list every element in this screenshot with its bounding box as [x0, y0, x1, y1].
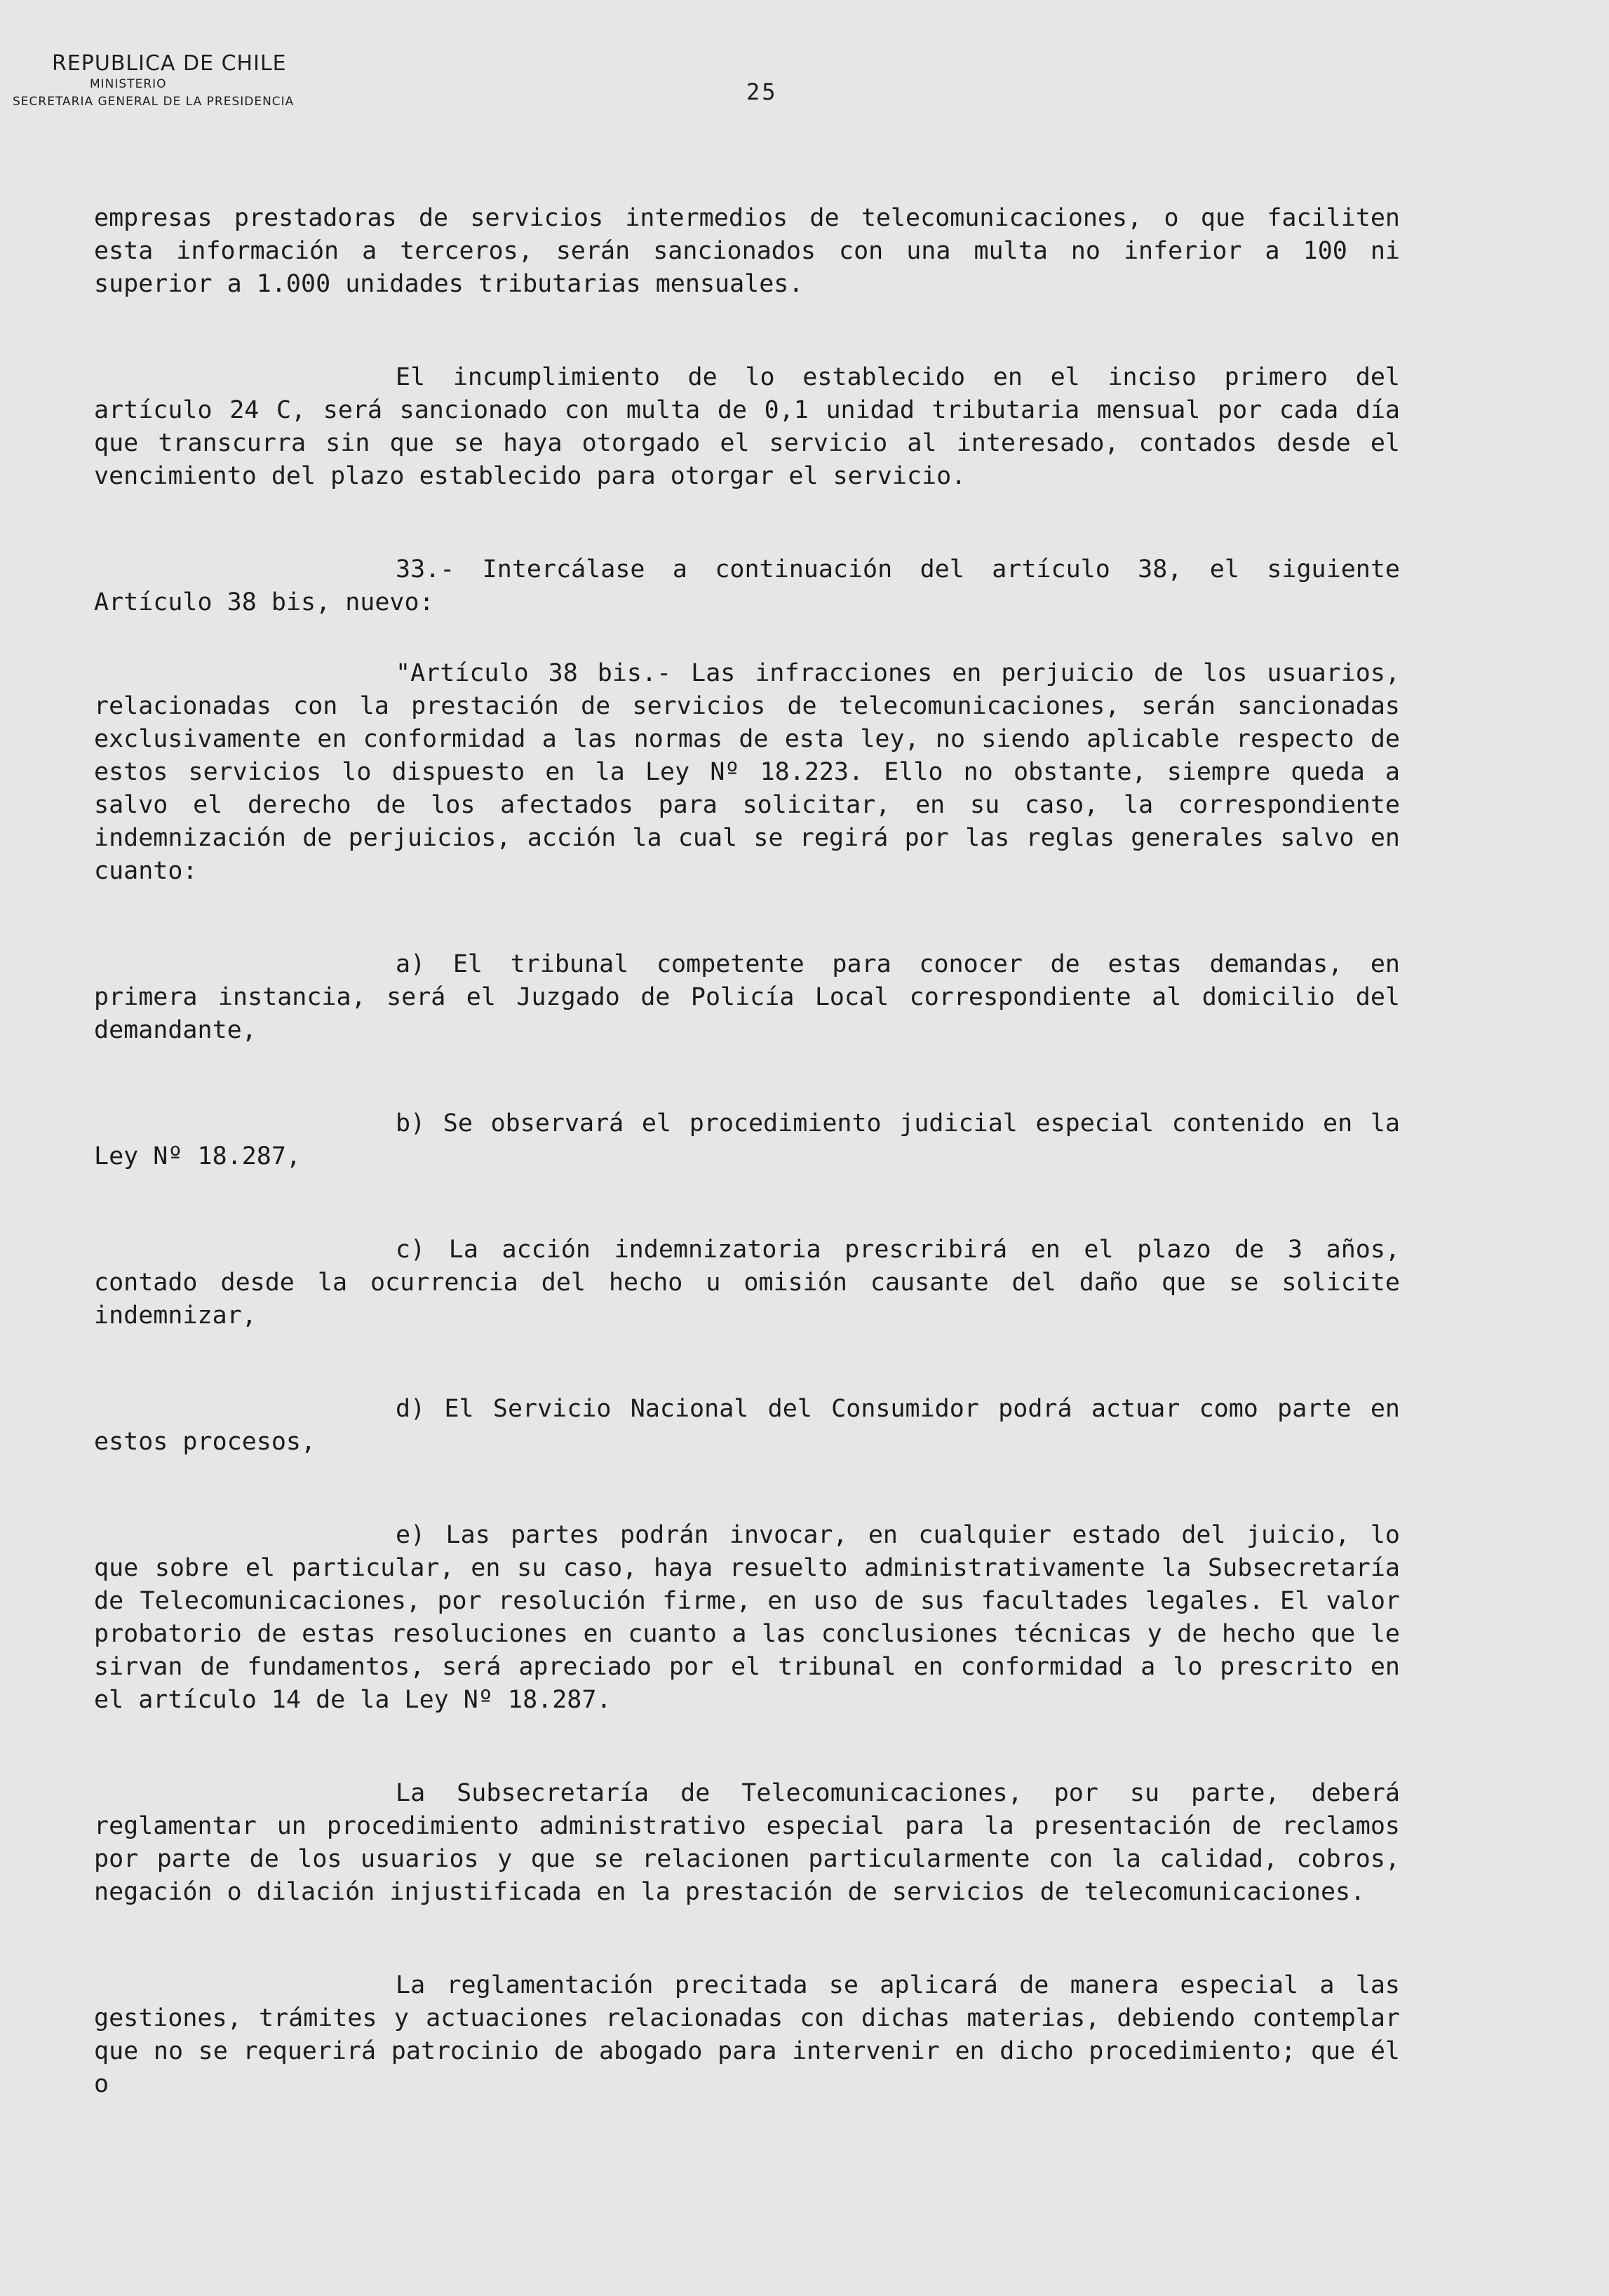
paragraph-article-24c-fine: El incumplimiento de lo establecido en el inciso primero del artículo 24 C, será sancionado con multa de 0,1 unidad tributaria mensual por cada día que transcurra sin que se haya otorgado el servicio al interesado, contados desde el vencimiento del plazo establecido para otorgar el servicio.	[94, 363, 1400, 490]
letterhead-ministry: MINISTERIO	[90, 77, 167, 91]
letterhead	[13, 52, 294, 108]
paragraph-regulation-application: La reglamentación precitada se aplicará de manera especial a las gestiones, trámites y actuaciones relacionadas con dichas materias, debiendo contemplar que no se requerirá patrocinio de abogado para intervenir en dicho procedimiento; que él o	[94, 1971, 1400, 2098]
document-body	[94, 202, 1400, 2161]
paragraph-sanctions-intermediaries: empresas prestadoras de servicios intermedios de telecomunicaciones, o que faciliten esta información a terceros, serán sancionados con una multa no inferior a 100 ni superior a 1.000 unidades tributarias mensuales.	[94, 204, 1400, 298]
page-number: 25	[746, 79, 778, 105]
paragraph-article-38-bis: "Artículo 38 bis.- Las infracciones en perjuicio de los usuarios, relacionadas con la prestación de servicios de telecomunicaciones, serán sancionadas exclusivamente en conformidad a las normas de esta ley, no siendo aplicable respecto de estos servicios lo dispuesto en la Ley Nº 18.223. Ello no obstante, siempre queda a salvo el derecho de los afectados para solicitar, en su caso, la correspondiente indemnización de perjuicios, acción la cual se regirá por las reglas generales salvo en cuanto:	[94, 659, 1400, 885]
letterhead-secretariat: SECRETARIA GENERAL DE LA PRESIDENCIA	[13, 94, 295, 109]
paragraph-item-33: 33.- Intercálase a continuación del artículo 38, el siguiente Artículo 38 bis, nuevo:	[94, 555, 1400, 616]
paragraph-clause-c: c) La acción indemnizatoria prescribirá en el plazo de 3 años, contado desde la ocurrencia del hecho u omisión causante del daño que se solicite indemnizar,	[94, 1236, 1400, 1330]
paragraph-clause-b: b) Se observará el procedimiento judicial especial contenido en la Ley Nº 18.287,	[94, 1109, 1400, 1170]
paragraph-clause-e: e) Las partes podrán invocar, en cualquier estado del juicio, lo que sobre el particular, en su caso, haya resuelto administrativamente la Subsecretaría de Telecomunicaciones, por resolución firme, en uso de sus facultades legales. El valor probatorio de estas resoluciones en cuanto a las conclusiones técnicas y de hecho que le sirvan de fundamentos, será apreciado por el tribunal en conformidad a lo prescrito en el artículo 14 de la Ley Nº 18.287.	[94, 1521, 1400, 1714]
paragraph-subsecretaria-procedure: La Subsecretaría de Telecomunicaciones, por su parte, deberá reglamentar un procedimiento administrativo especial para la presentación de reclamos por parte de los usuarios y que se relacionen particularmente con la calidad, cobros, negación o dilación injustificada en la prestación de servicios de telecomunicaciones.	[94, 1779, 1400, 1906]
letterhead-country: REPUBLICA DE CHILE	[52, 51, 287, 76]
paragraph-clause-a: a) El tribunal competente para conocer de estas demandas, en primera instancia, será el Juzgado de Policía Local correspondiente al domicilio del demandante,	[94, 950, 1400, 1044]
paragraph-clause-d: d) El Servicio Nacional del Consumidor podrá actuar como parte en estos procesos,	[94, 1395, 1400, 1456]
